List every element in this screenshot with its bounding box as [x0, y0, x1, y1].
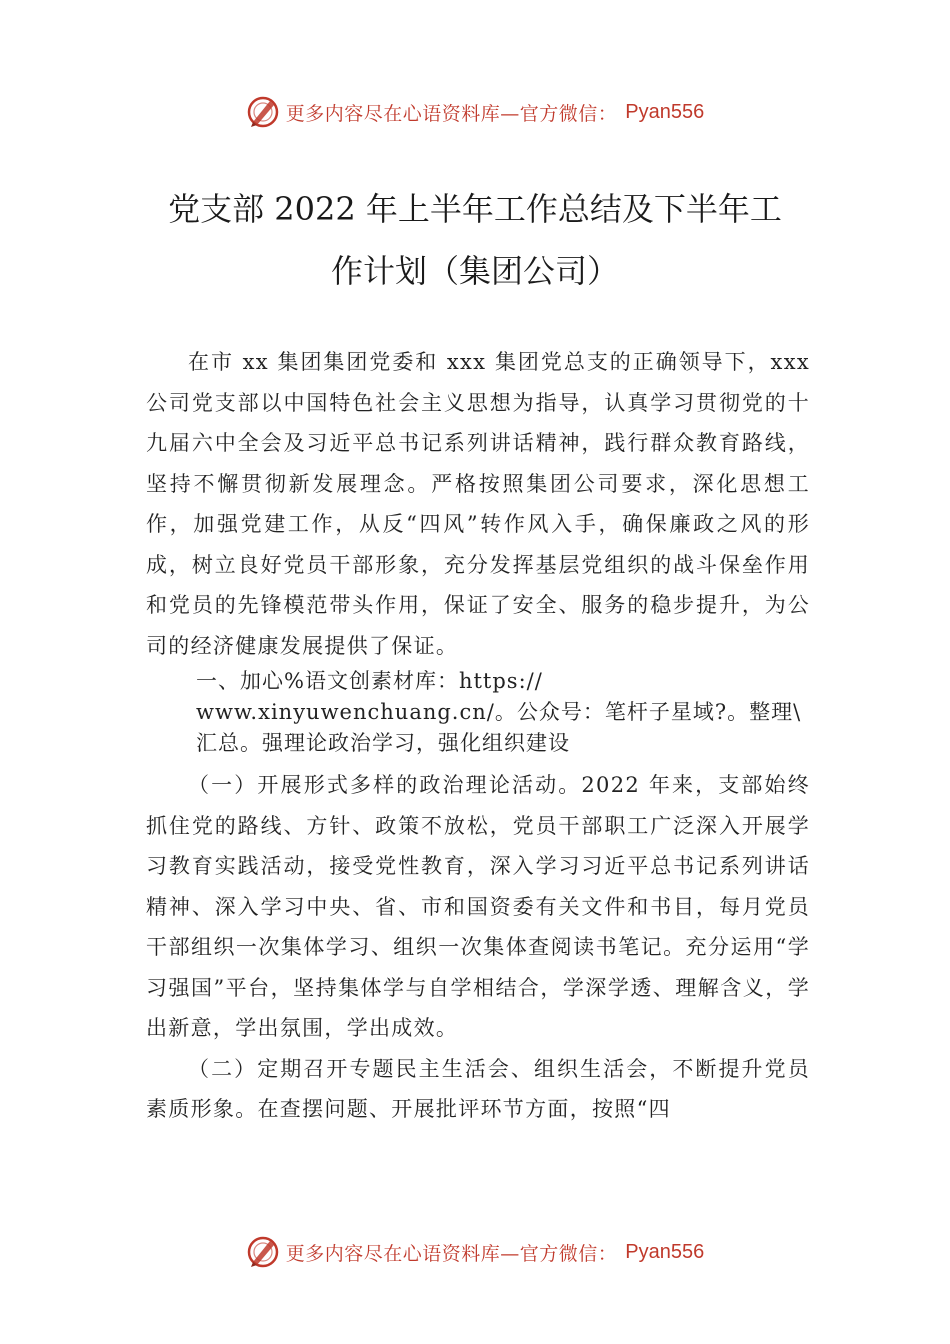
- pen-logo-icon: [246, 95, 280, 129]
- header-brand-id: Pyan556: [625, 100, 705, 123]
- footer-brand-text: 更多内容尽在心语资料库—官方微信：: [285, 1242, 618, 1265]
- paragraph-item-1: （一）开展形式多样的政治理论活动。2022 年来，支部始终抓住党的路线、方针、政策不放松，党员干部职工广泛深入开展学习教育实践活动，接受党性教育，深入学习习近平总书记系列讲话精神、深入学习中央、省、市和国资委有关文件和书目，每月党员干部组织一次集体学习、组织一次集体查阅读书笔记。充分运用“学习强国”平台，坚持集体学与自学相结合，学深学透、理解含义，学出新意，学出氛围，学出成效。: [146, 773, 810, 1040]
- title-line-1: 党支部 2022 年上半年工作总结及下半年工: [168, 190, 782, 228]
- section-heading-1: [146, 666, 810, 759]
- paragraph-intro: 在市 xx 集团集团党委和 xxx 集团党总支的正确领导下，xxx 公司党支部以中国特色社会主义思想为指导，认真学习贯彻党的十九届六中全会及习近平总书记系列讲话精神，践行群众教育路线，坚持不懈贯彻新发展理念。严格按照集团公司要求，深化思想工作，加强党建工作，从反“四风”转作风入手，确保廉政之风的形成，树立良好党员干部形象，充分发挥基层党组织的战斗保垒作用和党员的先锋模范带头作用，保证了安全、服务的稳步提升，为公司的经济健康发展提供了保证。: [146, 350, 810, 658]
- section-heading-line-3: 汇总。强理论政治学习，强化组织建设: [196, 731, 570, 755]
- paragraph-item-2: （二）定期召开专题民主生活会、组织生活会，不断提升党员素质形象。在查摆问题、开展批评环节方面，按照“四: [146, 1056, 810, 1121]
- header-brand: [246, 95, 704, 129]
- section-heading-line-2: www.xinyuwenchuang.cn/。公众号：笔杆子星域?。整理\: [196, 700, 802, 724]
- page-header: [0, 94, 950, 130]
- document-title: [120, 178, 830, 302]
- section-heading-line-1: 一、加心%语文创素材库：https://: [196, 669, 543, 693]
- title-line-2: 作计划（集团公司）: [330, 252, 619, 290]
- footer-brand: [246, 1235, 704, 1269]
- document-body: [146, 342, 810, 1130]
- footer-brand-id: Pyan556: [625, 1240, 705, 1263]
- pen-logo-icon: [246, 1235, 280, 1269]
- header-brand-text: 更多内容尽在心语资料库—官方微信：: [285, 102, 618, 125]
- page-footer: [0, 1234, 950, 1270]
